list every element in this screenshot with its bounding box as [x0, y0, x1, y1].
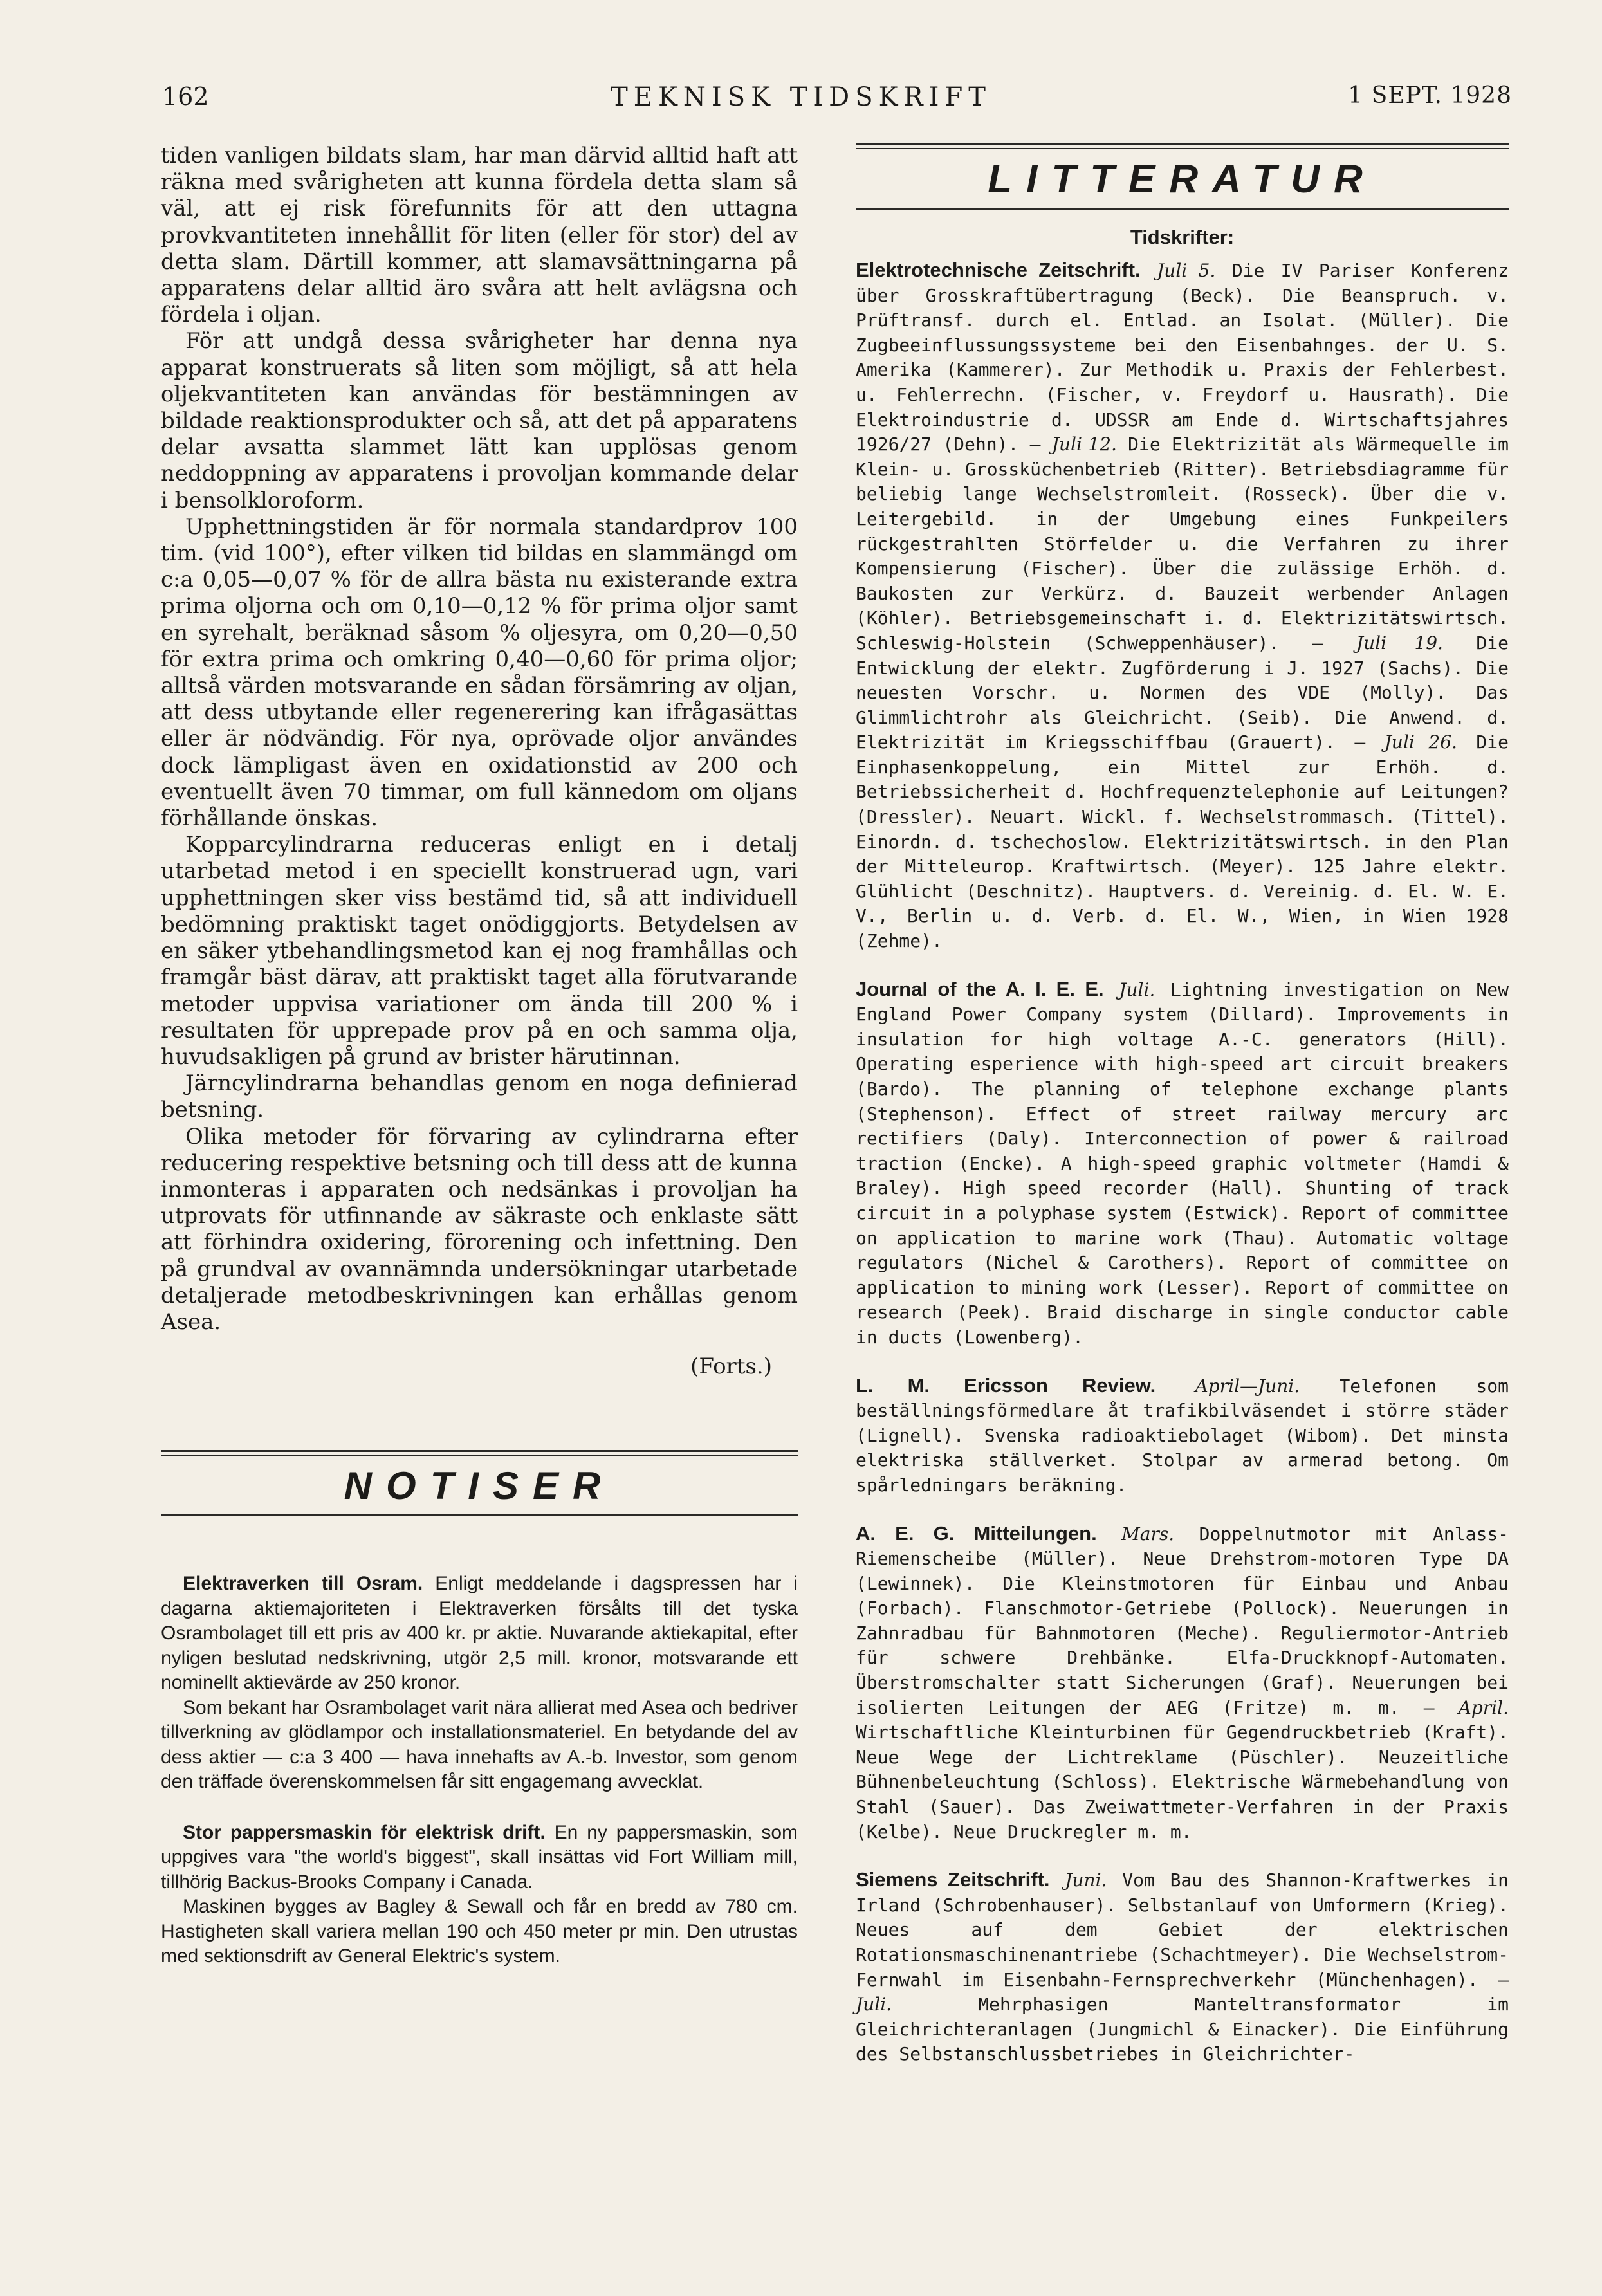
running-header: [0, 82, 1602, 127]
entry-issue: Juli.: [1119, 978, 1155, 1000]
entry-text: Die Einphasenkoppelung, ein Mittel zur Erhöh. d. Betriebssicherheit d. Hochfrequenztelephonie auf Leitungen? (Dressler). Neuart. Wickl. f. Wechselstrommasch. (Tittel). Einordn. d. tschechoslow. Elektrizitätswirtsch. in den Plan der Mitteleurop. Kraftwirtsch. (Meyer). 125 Jahre elektr. Glühlicht (Deschnitz). Hauptvers. d. Vereinig. d. El. W. E. V., Berlin u. d. Verb. d. El. W., Wien, in Wien 1928 (Zehme).: [856, 731, 1509, 952]
article-paragraph: Kopparcylindrarna reduceras enligt en i detalj utarbetad metod i en speciellt konstruerad ugn, vari upphettningen sker viss bestämd tid, så att individuell bedömning praktiskt taget onödiggjorts. Betydelsen av en säker ytbehandlingsmetod kan ej nog framhållas och framgår bäst därav, att praktiskt taget alla förutvarande metoder uppvisa variationer om ända till 200 % i resultaten för upprepade prov på en och samma olja, huvudsakligen på grund av brister härutinnan.: [161, 832, 798, 1070]
article-paragraph: För att undgå dessa svårigheter har denna nya apparat konstruerats så liten som möjligt, så att hela oljekvantiteten kan användas för bestämningen av bildade reaktionsprodukter och så, att det på apparatens delar avsatta slammet lätt kan upplösas genom neddoppning av apparatens i provoljan kommande delar i bensolkloroform.: [161, 328, 798, 513]
literature-entry: [856, 1868, 1509, 2067]
literature-entry: [856, 1521, 1509, 1845]
entry-issue: Juli.: [856, 1994, 892, 2016]
notice-text: En ny pappersmaskin, som uppgives vara "the world's biggest", skall insättas vid Fort William mill, tillhörig Backus-Brooks Company i Canada.: [161, 1821, 798, 1893]
entry-source: L. M. Ericsson Review.: [856, 1373, 1156, 1397]
right-column: [856, 143, 1509, 2067]
entry-text: Doppelnutmotor mit Anlass-Riemenscheibe (Müller). Neue Drehstrom-motoren Type DA (Lewinnek). Die Kleinstmotoren für Einbau und Anbau (Forbach). Flanschmotor-Getriebe (Pollock). Neuerungen in Zahnradbau für Bahnmotoren (Meche). Reguliermotor-Antrieb für schwere Drehbänke. Elfa-Druckknopf-Automaten. Überstromschalter statt Sicherungen (Graf). Neuerungen bei isolierten Leitungen der AEG (Fritze) m. m. —: [856, 1523, 1509, 1718]
article-paragraph: Upphettningstiden är för normala standardprov 100 tim. (vid 100°), efter vilken tid bildas en slammängd om c:a 0,05—0,07 % för de allra bästa nu existerande extra prima oljorna och om 0,10—0,12 % för prima oljor samt en syrehalt, beräknad såsom % oljesyra, om 0,20—0,50 för extra prima och omkring 0,40—0,60 för prima oljor; alltså värden motsvarande en sådan försämring av oljan, att dess utbytande eller regenerering kan ifrågasättas eller är nödvändig. För nya, oprövade oljor användes dock lämpligast även en oxidationstid av 200 och eventuellt även 70 timmar, om full kännedom om oljans förhållande önskas.: [161, 513, 798, 832]
header-rule-bottom: [856, 208, 1509, 214]
entry-issue: Juni.: [1065, 1869, 1107, 1891]
notiser-title: NOTISER: [344, 1464, 615, 1508]
litteratur-subhead: Tidskrifter:: [1130, 226, 1235, 248]
entry-source: Siemens Zeitschrift.: [856, 1868, 1050, 1891]
entry-issue: Mars.: [1121, 1523, 1175, 1545]
entry-source: Journal of the A. I. E. E.: [856, 977, 1104, 1000]
notice-text: Som bekant har Osrambolaget varit nära allierat med Asea och bedriver tillverkning av glödlampor och installationsmateriel. En betydande del av dess aktier — c:a 3 400 — hava innehafts av A.-b. Investor, som genom den träffade överenskommelsen får sitt engagemang avvecklat.: [161, 1696, 798, 1793]
article-paragraph: Järncylindrarna behandlas genom en noga definierad betsning.: [161, 1070, 798, 1123]
entry-text: Telefonen som beställningsförmedlare åt trafikbilväsendet i större städer (Lignell). Svenska radioaktiebolaget (Wibom). Det minsta elektriska ställverket. Stolpar av armerad betong. Om spårledningars beräkning.: [856, 1375, 1509, 1496]
entry-text: Wirtschaftliche Kleinturbinen für Gegendruckbetrieb (Kraft). Neue Wege der Lichtreklame (Püschler). Neuzeitliche Bühnenbeleuchtung (Schloss). Elektrische Wärmebehandlung von Stahl (Sauer). Das Zweiwattmeter-Verfahren in der Praxis (Kelbe). Neue Druckregler m. m.: [856, 1722, 1509, 1842]
header-rule-top: [161, 1450, 798, 1456]
notice-item: [161, 1572, 798, 1696]
entry-source: A. E. G. Mitteilungen.: [856, 1521, 1097, 1545]
entry-issue: Juli 26.: [1384, 731, 1457, 753]
entry-source: Elektrotechnische Zeitschrift.: [856, 259, 1141, 281]
entry-text: Die Entwicklung der elektr. Zugförderung i J. 1927 (Sachs). Die neuesten Vorschr. u. Normen des VDE (Molly). Das Glimmlichtrohr als Gleichricht. (Seib). Die Anwend. d. Elektrizität im Kriegsschiffbau (Grauert). —: [856, 632, 1509, 753]
entry-text: Die Elektrizität als Wärmequelle im Klein- u. Grossküchenbetrieb (Ritter). Betriebsdiagramme für beliebig lange Wechselstromleit. (Rosseck). Über die v. Leitergebild. in der Umgebung eines Funkpeilers rückgestrahlten Störfelder u. die Verfahren zu ihrer Kompensierung (Fischer). Über die zulässige Erhöh. d. Baukosten zur Verkürz. d. Bauzeit werbender Anlagen (Köhler). Betriebsgemeinschaft i. d. Elektrizitätswirtsch. Schleswig-Holstein (Schweppenhäuser). —: [856, 434, 1509, 654]
notice-heading: Stor pappersmaskin för elektrisk drift.: [183, 1821, 546, 1843]
litteratur-section-header: [856, 143, 1509, 214]
article-paragraph: Olika metoder för förvaring av cylindrarna efter reducering respektive betsning och till dess att de kunna inmonteras i apparaten och nedsänkas i provoljan ha utprovats för utfinnande av säkraste och enklaste sätt att förhindra oxidering, förorening och infettning. Den på grundval av ovannämnda undersökningar utarbetade detaljerade metodbeskrivningen kan erhållas genom Asea.: [161, 1123, 798, 1335]
entry-text: Mehrphasigen Manteltransformator im Gleichrichteranlagen (Jungmichl & Einacker). Die Einführung des Selbstanschlussbetriebes in Gleichrichter-: [856, 1994, 1509, 2065]
header-rule-top: [856, 143, 1509, 149]
header-rule-bottom: [161, 1514, 798, 1520]
literature-entry: [856, 258, 1509, 954]
page-number: 162: [162, 82, 209, 111]
journal-title: TEKNISK TIDSKRIFT: [611, 82, 991, 112]
entry-text: Die IV Pariser Konferenz über Grosskraftübertragung (Beck). Die Beanspruch. v. Prüftransf. durch el. Entlad. an Isolat. (Müller). Die Zugbeeinflussungssysteme bei den Eisenbahnges. der U. S. Amerika (Kammerer). Zur Methodik u. Praxis der Fehlerbest. u. Fehlerrechn. (Fischer, v. Freydorf u. Hausrath). Die Elektroindustrie d. UDSSR am Ende d. Wirtschaftsjahres 1926/27 (Dehn). —: [856, 260, 1509, 455]
entry-issue: April—Juni.: [1195, 1375, 1300, 1397]
literature-entry: [856, 977, 1509, 1350]
article-paragraph: tiden vanligen bildats slam, har man därvid alltid haft att räkna med svårigheten att kunna fördela detta slam så väl, att ej risk förefunnits för att den uttagna provkvantiteten innehållit för liten (eller för stor) del av detta slam. Därtill kommer, att slamavsättningarna på apparatens delar alltid äro svåra att helt avlägsna och fördela i oljan.: [161, 143, 798, 328]
notice-text: Enligt meddelande i dagspressen har i dagarna aktiemajoriteten i Elektraverken försålts till det tyska Osrambolaget till ett pris av 400 kr. pr aktie. Nuvarande aktiekapital, efter nyligen beslutad nedskrivning, utgör 2,5 mill. kronor, motsvarande ett nominellt aktievärde av 250 kronor.: [161, 1573, 798, 1694]
continued-note: (Forts.): [690, 1354, 772, 1380]
entry-issue: Juli 5.: [1157, 260, 1216, 281]
entry-text: Lightning investigation on New England Power Company system (Dillard). Improvements in insulation for high voltage A.-C. generators (Hill). Operating esperience with high-speed art circuit breakers (Bardo). The planning of telephone exchange plants (Stephenson). Effect of street railway mercury arc rectifiers (Daly). Interconnection of power & railroad traction (Encke). A high-speed graphic voltmeter (Hamdi & Braley). High speed recorder (Hall). Shunting of track circuit in a polyphase system (Estwick). Report of committee on application to marine work (Thau). Automatic voltage regulators (Nichel & Carothers). Report of committee on application to mining work (Lesser). Report of committee on research (Peek). Braid discharge in single conductor cable in ducts (Lowenberg).: [856, 978, 1509, 1348]
entry-text: Vom Bau des Shannon-Kraftwerkes in Irland (Schrobenhauser). Selbstanlauf von Umformern (Krieg). Neues auf dem Gebiet der elektrischen Rotationsmaschinenantriebe (Schachtmeyer). Die Wechselstrom-Fernwahl im Eisenbahn-Fernsprechverkehr (Münchenhagen). —: [856, 1869, 1509, 1990]
entry-issue: April.: [1458, 1696, 1509, 1718]
entry-issue: Juli 19.: [1356, 632, 1444, 654]
entry-issue: Juli 12.: [1051, 434, 1117, 455]
left-column: [161, 143, 798, 1969]
literature-entry: [856, 1373, 1509, 1498]
issue-date: 1 SEPT. 1928: [1348, 82, 1512, 109]
notice-text: Maskinen bygges av Bagley & Sewall och får en bredd av 780 cm. Hastigheten skall variera mellan 190 och 450 meter pr min. Den utrustas med sektionsdrift av General Elektric's system.: [161, 1896, 798, 1967]
notice-item: [161, 1821, 798, 1895]
notiser-section-header: [161, 1450, 798, 1520]
notice-heading: Elektraverken till Osram.: [183, 1573, 423, 1595]
litteratur-title: LITTERATUR: [988, 157, 1377, 201]
